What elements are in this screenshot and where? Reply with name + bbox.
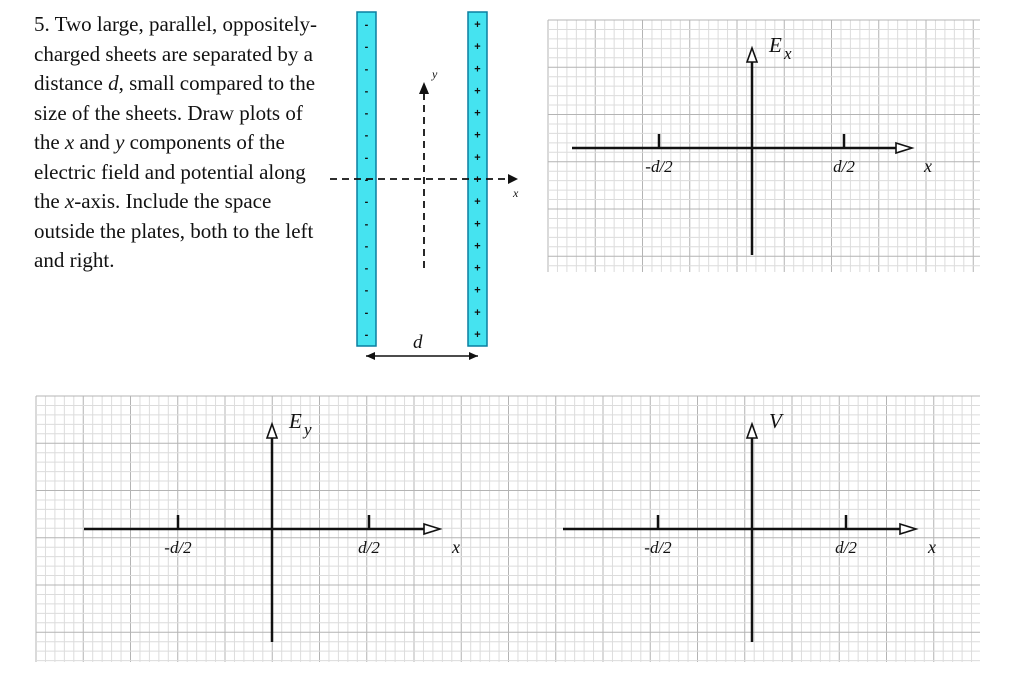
tick-label-left: -d/2 xyxy=(644,538,672,557)
y-axis-label-subscript: x xyxy=(784,44,792,63)
positive-charge-mark: + xyxy=(474,129,481,142)
tick-label-left: -d/2 xyxy=(645,157,673,176)
problem-text-segment: x xyxy=(64,130,75,154)
negative-charge-mark: - xyxy=(364,63,369,76)
positive-charge-mark: + xyxy=(474,151,481,164)
separation-label: d xyxy=(413,332,423,353)
negative-charge-mark: - xyxy=(364,85,369,98)
positive-charge-mark: + xyxy=(474,19,481,31)
positive-charge-mark: + xyxy=(474,218,481,231)
diagram-y-arrow-icon xyxy=(419,82,429,94)
negative-charge-mark: - xyxy=(364,19,369,31)
diagram-x-arrow-icon xyxy=(508,174,518,184)
positive-charges xyxy=(474,19,480,341)
problem-text-segment: and xyxy=(74,130,116,154)
negative-charge-mark: - xyxy=(364,262,369,275)
positive-charge-mark: + xyxy=(474,240,481,253)
positive-charge-mark: + xyxy=(474,262,481,275)
negative-charge-mark: - xyxy=(364,284,369,297)
positive-charge-mark: + xyxy=(474,85,481,98)
positive-charge-mark: + xyxy=(474,41,481,54)
problem-text-segment: x xyxy=(64,189,75,213)
positive-charge-mark: + xyxy=(474,306,481,319)
negative-charge-mark: - xyxy=(364,107,369,120)
negative-charge-mark: - xyxy=(364,306,369,319)
positive-charge-mark: + xyxy=(474,63,481,76)
problem-text-segment: , small compared to the size of the sheets. Draw plots of the xyxy=(34,71,316,154)
y-axis-label: E xyxy=(769,33,782,57)
diagram-y-label: y xyxy=(432,67,438,81)
negative-charges xyxy=(365,19,369,341)
diagram-x-label: x xyxy=(513,186,519,200)
positive-charge-mark: + xyxy=(474,196,481,209)
positive-charge-mark: + xyxy=(474,284,481,297)
separation-right-arrow-icon xyxy=(469,352,478,360)
separation-left-arrow-icon xyxy=(366,352,375,360)
ex-plot xyxy=(548,20,980,272)
tick-label-left: -d/2 xyxy=(164,538,192,557)
problem-text-segment: -axis. Include the space outside the plates, both to the left and right. xyxy=(34,189,314,272)
negative-charge-mark: - xyxy=(364,129,369,142)
positive-charge-mark: + xyxy=(474,107,481,120)
x-axis-label: x xyxy=(924,156,932,176)
y-axis-label: E xyxy=(289,409,302,433)
positive-charge-mark: + xyxy=(474,329,481,341)
tick-label-right: d/2 xyxy=(358,538,380,557)
negative-charge-mark: - xyxy=(364,329,369,341)
y-axis-label-subscript: y xyxy=(304,420,312,439)
negative-charge-mark: - xyxy=(364,151,369,164)
problem-text-segment: y xyxy=(115,130,125,154)
problem-text-segment: d xyxy=(108,71,119,95)
negative-charge-mark: - xyxy=(364,41,369,54)
problem-number: 5. xyxy=(34,12,50,36)
problem-text-segment: components of the electric field and potential along the xyxy=(34,130,306,213)
y-axis-label: V xyxy=(769,409,782,433)
parallel-plate-diagram xyxy=(330,12,519,360)
tick-label-right: d/2 xyxy=(833,157,855,176)
negative-charge-mark: - xyxy=(364,196,369,209)
negative-charge-mark: - xyxy=(364,218,369,231)
negative-charge-mark: - xyxy=(364,240,369,253)
x-axis-label: x xyxy=(928,537,936,557)
positive-charge-mark: + xyxy=(474,174,481,186)
problem-text-segment: Two large, parallel, oppositely-charged sheets are separated by a distance xyxy=(34,12,317,95)
tick-label-right: d/2 xyxy=(835,538,857,557)
negative-charge-mark: - xyxy=(364,174,369,186)
x-axis-label: x xyxy=(452,537,460,557)
